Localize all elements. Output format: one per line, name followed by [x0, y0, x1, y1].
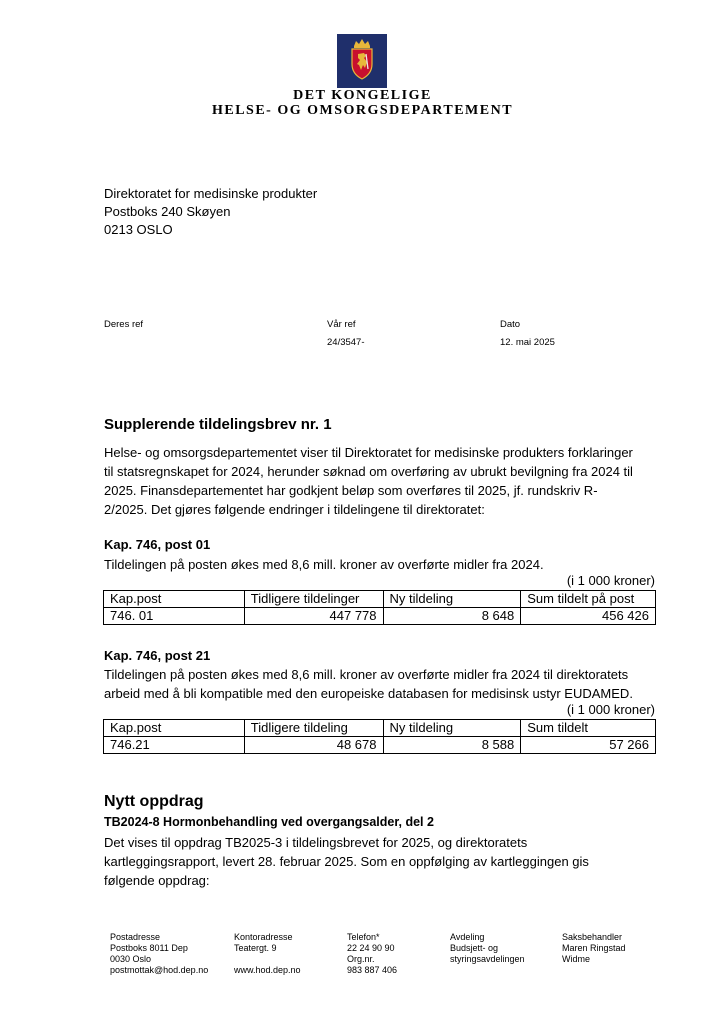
kap21-heading: Kap. 746, post 21: [104, 648, 211, 663]
footer-text: 0030 Oslo: [110, 954, 152, 964]
footer-text: 22 24 90 90: [347, 943, 395, 953]
footer-phone: [347, 932, 397, 976]
table-row: [104, 737, 656, 754]
table-header-cell: Tidligere tildelinger: [244, 591, 383, 608]
coat-of-arms-icon: [337, 34, 387, 88]
kap01-unit: (i 1 000 kroner): [566, 573, 655, 588]
var-ref-value: 24/3547-: [327, 337, 365, 348]
intro-line-3: 2025. Finansdepartementet har godkjent beløp som overføres til 2025, jf. rundskriv R-: [104, 483, 598, 498]
footer-text: Budsjett- og: [450, 943, 499, 953]
kap21-text-line-1: Tildelingen på posten økes med 8,6 mill. kroner av overførte midler fra 2024 til direktoratets: [104, 667, 629, 682]
footer-label: Saksbehandler: [562, 932, 623, 942]
intro-line-2: til statsregnskapet for 2024, herunder søknad om overføring av ubrukt bevilgning fra 2024 til: [104, 464, 633, 479]
table-cell: 8 648: [383, 608, 521, 625]
assignment-line-1: Det vises til oppdrag TB2025-3 i tildelingsbrevet for 2025, og direktoratets: [104, 835, 528, 850]
footer-postal-address: [110, 932, 208, 976]
ministry-name-line2: HELSE- OG OMSORGSDEPARTEMENT: [211, 103, 514, 118]
letter-title: Supplerende tildelingsbrev nr. 1: [104, 416, 332, 433]
table-cell: 746. 01: [104, 608, 245, 625]
table-header-cell: Kap.post: [104, 591, 245, 608]
kap21-text-line-2: arbeid med å bli kompatible med den europeiske databasen for medisinsk ustyr EUDAMED.: [104, 686, 633, 701]
table-cell: 746.21: [104, 737, 245, 754]
table-cell: 48 678: [244, 737, 383, 754]
footer-label: Telefon*: [347, 932, 380, 942]
footer-website: www.hod.dep.no: [234, 965, 301, 975]
table-cell: 57 266: [521, 737, 656, 754]
footer-text: 983 887 406: [347, 965, 398, 975]
date-label: Dato: [500, 319, 521, 330]
assignment-line-2: kartleggingsrapport, levert 28. februar 2025. Som en oppfølging av kartleggingen gis: [104, 854, 589, 869]
table-cell: 447 778: [244, 608, 383, 625]
footer-label: Kontoradresse: [234, 932, 293, 942]
footer-text: [234, 954, 301, 965]
footer-text: Teatergt. 9: [234, 943, 277, 953]
footer-office-address: [234, 932, 301, 976]
footer-text: Postboks 8011 Dep: [110, 943, 188, 953]
table-header-cell: Sum tildelt på post: [521, 591, 656, 608]
recipient-postcode: 0213 OSLO: [104, 222, 173, 237]
footer-text: Widme: [562, 954, 591, 964]
deres-ref-label: Deres ref: [104, 319, 144, 330]
intro-line-1: Helse- og omsorgsdepartementet viser til Direktoratet for medisinske produkters forklaringer: [104, 445, 633, 460]
footer-email: postmottak@hod.dep.no: [110, 965, 209, 975]
footer-text: Org.nr.: [347, 954, 375, 964]
intro-line-4: 2/2025. Det gjøres følgende endringer i tildelingene til direktoratet:: [104, 502, 485, 517]
footer-case-officer: [562, 932, 626, 965]
table-header-row: [104, 591, 656, 608]
new-assignment-heading: Nytt oppdrag: [104, 793, 204, 810]
table-header-row: [104, 720, 656, 737]
date-value: 12. mai 2025: [500, 337, 555, 348]
table-row: [104, 608, 656, 625]
footer-label: Avdeling: [450, 932, 485, 942]
kap21-unit: (i 1 000 kroner): [566, 702, 655, 717]
table-header-cell: Sum tildelt: [521, 720, 656, 737]
kap01-heading: Kap. 746, post 01: [104, 537, 211, 552]
kap21-table: [103, 719, 656, 754]
recipient-po-box: Postboks 240 Skøyen: [104, 204, 231, 219]
ministry-name-line1: DET KONGELIGE: [293, 88, 432, 103]
new-assignment-subheading: TB2024-8 Hormonbehandling ved overgangsalder, del 2: [104, 815, 434, 829]
table-header-cell: Kap.post: [104, 720, 245, 737]
table-header-cell: Tidligere tildeling: [244, 720, 383, 737]
assignment-line-3: følgende oppdrag:: [104, 873, 210, 888]
footer-text: styringsavdelingen: [450, 954, 525, 964]
footer-label: Postadresse: [110, 932, 161, 942]
var-ref-label: Vår ref: [327, 319, 356, 330]
table-header-cell: Ny tildeling: [383, 591, 521, 608]
kap01-text: Tildelingen på posten økes med 8,6 mill. kroner av overførte midler fra 2024.: [104, 557, 544, 572]
footer-text: Maren Ringstad: [562, 943, 626, 953]
recipient-name: Direktoratet for medisinske produkter: [104, 186, 318, 201]
table-cell: 456 426: [521, 608, 656, 625]
footer-department: [450, 932, 525, 965]
table-cell: 8 588: [383, 737, 521, 754]
table-header-cell: Ny tildeling: [383, 720, 521, 737]
kap01-table: [103, 590, 656, 625]
